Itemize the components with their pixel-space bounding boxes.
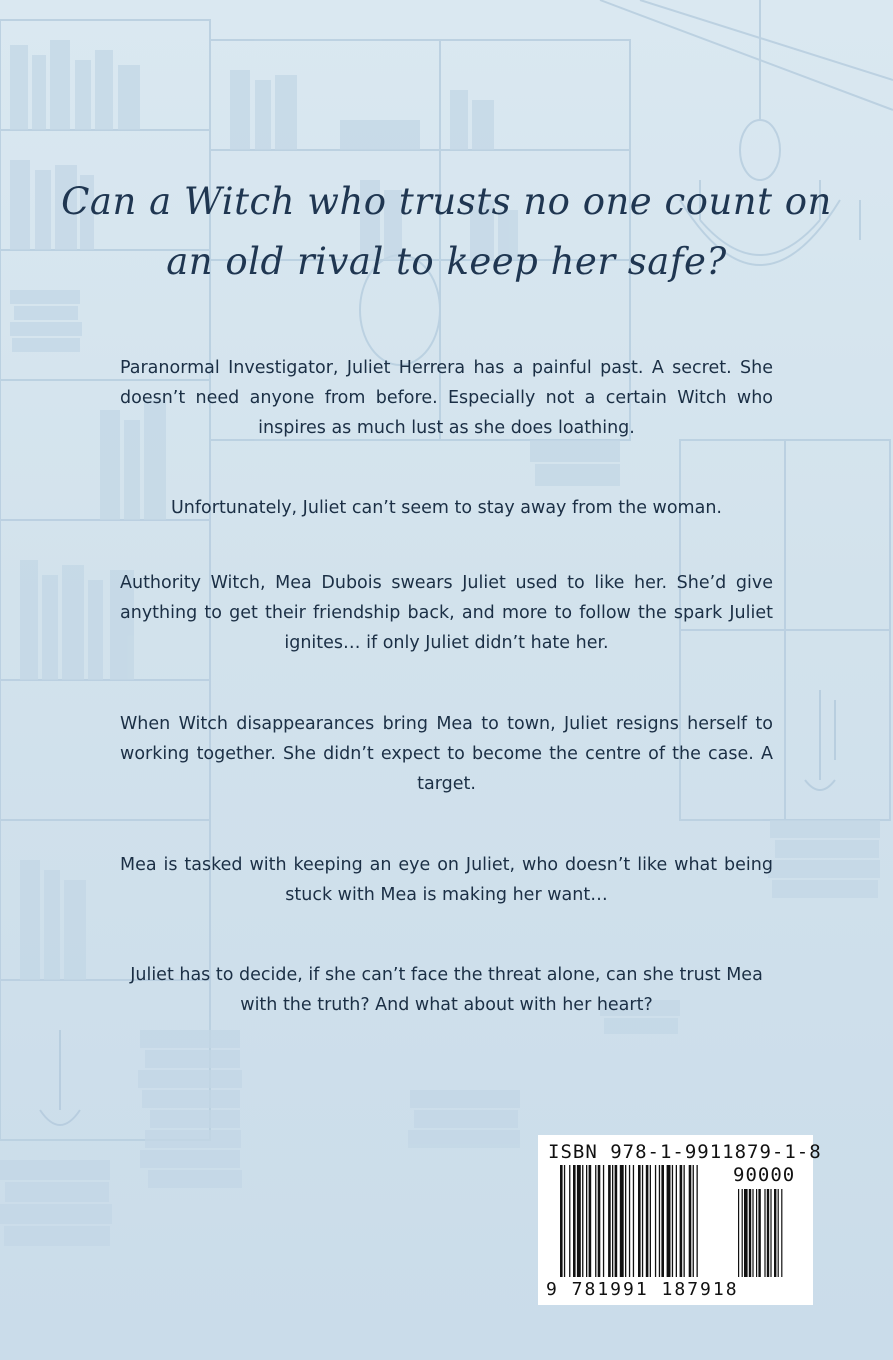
barcode-bar — [598, 1165, 601, 1277]
barcode-bar — [642, 1165, 643, 1277]
barcode-bar — [661, 1165, 664, 1277]
barcode-bar — [564, 1165, 565, 1277]
barcode-bar — [573, 1165, 576, 1277]
barcode-bar — [620, 1165, 624, 1277]
addon-barcode-bar — [764, 1189, 765, 1277]
price-code: 90000 — [733, 1164, 796, 1186]
tagline-line-2: an old rival to keep her safe? — [166, 240, 727, 283]
blurb-paragraph-5: Mea is tasked with keeping an eye on Juliet, who doesn’t like what being stuck with Mea is making her want… — [120, 855, 773, 905]
blurb-paragraph-3: Authority Witch, Mea Dubois swears Juliet used to like her. She’d give anything to get their friendship back, and more to follow the spark Juliet ignites… if only Juliet didn’t hate her. — [120, 573, 773, 653]
barcode-bar — [667, 1165, 671, 1277]
addon-barcode-bar — [774, 1189, 776, 1277]
barcode-bar — [612, 1165, 613, 1277]
barcode-bar — [629, 1165, 630, 1277]
addon-barcode-bar — [738, 1189, 739, 1277]
barcode-bar — [595, 1165, 596, 1277]
barcode-bar — [676, 1165, 677, 1277]
barcode-bar — [615, 1165, 618, 1277]
barcode-bar — [586, 1165, 587, 1277]
barcode-bar — [569, 1165, 570, 1277]
addon-barcode-bar — [758, 1189, 760, 1277]
barcode-bar — [697, 1165, 698, 1277]
isbn-label: ISBN 978-1-9911879-1-8 — [548, 1141, 822, 1163]
barcode-bar — [680, 1165, 683, 1277]
addon-barcode-bar — [781, 1189, 782, 1277]
barcode-bar — [603, 1165, 604, 1277]
barcode-bar — [693, 1165, 694, 1277]
addon-barcode-bar — [749, 1189, 751, 1277]
blurb-paragraph-6: Juliet has to decide, if she can’t face the threat alone, can she trust Mea with the truth? And what about with her heart? — [130, 965, 763, 1015]
barcode-bar — [659, 1165, 660, 1277]
barcode-bar — [672, 1165, 673, 1277]
barcode-bar — [633, 1165, 634, 1277]
addon-barcode-bar — [744, 1189, 748, 1277]
addon-barcode-bar — [742, 1189, 743, 1277]
blurb-paragraph-4: When Witch disappearances bring Mea to town, Juliet resigns herself to working together. She didn’t expect to become the centre of the case. A target. — [120, 714, 773, 794]
barcode-bar — [650, 1165, 651, 1277]
barcode-bar — [638, 1165, 641, 1277]
barcode-bar — [625, 1165, 626, 1277]
barcode-bar — [608, 1165, 611, 1277]
tagline-line-1: Can a Witch who trusts no one count on — [61, 180, 832, 223]
addon-barcode-bar — [770, 1189, 771, 1277]
blurb-paragraph-1: Paranormal Investigator, Juliet Herrera has a painful past. A secret. She doesn’t need anyone from before. Especially not a certain Witch who inspires as much lust as she does loathing. — [120, 358, 773, 438]
addon-barcode-bar — [767, 1189, 769, 1277]
barcode-bar — [655, 1165, 656, 1277]
barcode-bar — [589, 1165, 592, 1277]
barcode-bar — [689, 1165, 692, 1277]
barcode-bar — [560, 1165, 563, 1277]
addon-barcode-bar — [756, 1189, 757, 1277]
barcode-digits: 9 781991 187918 — [546, 1279, 739, 1300]
addon-barcode-bar — [778, 1189, 779, 1277]
barcode-bar — [577, 1165, 581, 1277]
barcode-bar — [646, 1165, 649, 1277]
blurb-paragraph-2: Unfortunately, Juliet can’t seem to stay away from the woman. — [170, 498, 722, 518]
barcode-bar — [684, 1165, 685, 1277]
barcode-bar — [582, 1165, 583, 1277]
isbn-barcode — [538, 1135, 822, 1305]
addon-barcode-bar — [752, 1189, 753, 1277]
